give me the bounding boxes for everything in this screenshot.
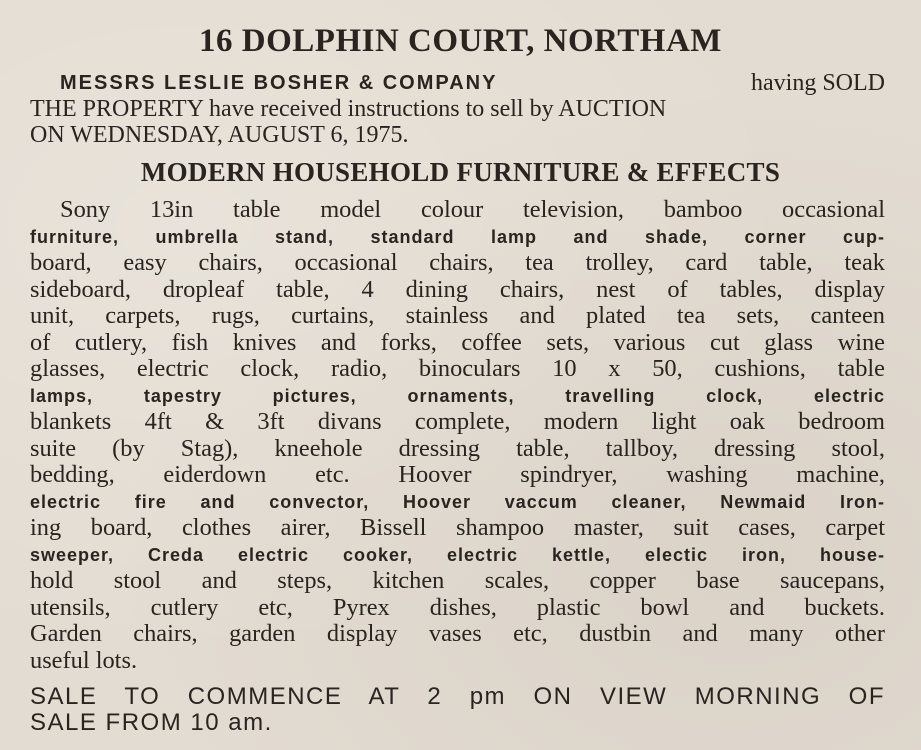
lot-list-line: useful lots. <box>30 646 138 674</box>
lot-list-line: hold stool and steps, kitchen scales, copper base saucepans, <box>30 567 885 594</box>
auctioneer-name: MESSRS LESLIE BOSHER & COMPANY <box>60 72 498 94</box>
lot-list-line: utensils, cutlery etc, Pyrex dishes, plastic bowl and buckets. <box>30 593 885 621</box>
lot-list-line: of cutlery, fish knives and forks, coffee sets, various cut glass wine <box>30 328 885 356</box>
lot-list-line: ing board, clothes airer, Bissell shampoo master, suit cases, carpet <box>30 514 885 541</box>
notice-intro <box>30 70 885 148</box>
lot-list-line: suite (by Stag), kneehole dressing table, tallboy, dressing stool, <box>30 434 885 462</box>
lot-list-line: electric fire and convector, Hoover vaccum cleaner, Newmaid Iron- <box>30 491 885 512</box>
sale-times-line-1: SALE TO COMMENCE AT 2 pm ON VIEW MORNING OF <box>30 683 885 710</box>
sale-times-line-2: SALE FROM 10 am. <box>30 709 273 736</box>
intro-line-1 <box>30 70 885 96</box>
lot-list-line: sideboard, dropleaf table, 4 dining chairs, nest of tables, display <box>30 275 885 303</box>
intro-line-2: THE PROPERTY have received instructions to sell by AUCTION <box>30 96 667 122</box>
lot-list-line: glasses, electric clock, radio, binoculars 10 x 50, cushions, table <box>30 355 885 382</box>
lot-list-line: Garden chairs, garden display vases etc, dustbin and many other <box>30 620 885 647</box>
sale-times <box>30 684 885 736</box>
lot-list-paragraph <box>30 197 885 674</box>
notice-subheading: MODERN HOUSEHOLD FURNITURE & EFFECTS <box>140 157 781 187</box>
lot-list-line: unit, carpets, rugs, curtains, stainless and plated tea sets, canteen <box>30 302 885 329</box>
lot-list-line: sweeper, Creda electric cooker, electric kettle, electic iron, house- <box>30 544 885 565</box>
lot-list-line: lamps, tapestry pictures, ornaments, travelling clock, electric <box>30 385 885 406</box>
intro-line-3: ON WEDNESDAY, AUGUST 6, 1975. <box>30 122 409 148</box>
lot-list-line: bedding, eiderdown etc. Hoover spindryer, washing machine, <box>30 461 885 488</box>
lot-list-line: board, easy chairs, occasional chairs, tea trolley, card table, teak <box>30 249 885 276</box>
notice-title: 16 DOLPHIN COURT, NORTHAM <box>199 23 722 59</box>
lot-list-line: Sony 13in table model colour television, bamboo occasional <box>60 196 885 223</box>
lot-list-line: blankets 4ft & 3ft divans complete, modern light oak bedroom <box>30 408 885 435</box>
intro-line-1-tail: having SOLD <box>751 70 885 96</box>
lot-list-line: furniture, umbrella stand, standard lamp and shade, corner cup- <box>30 226 885 247</box>
